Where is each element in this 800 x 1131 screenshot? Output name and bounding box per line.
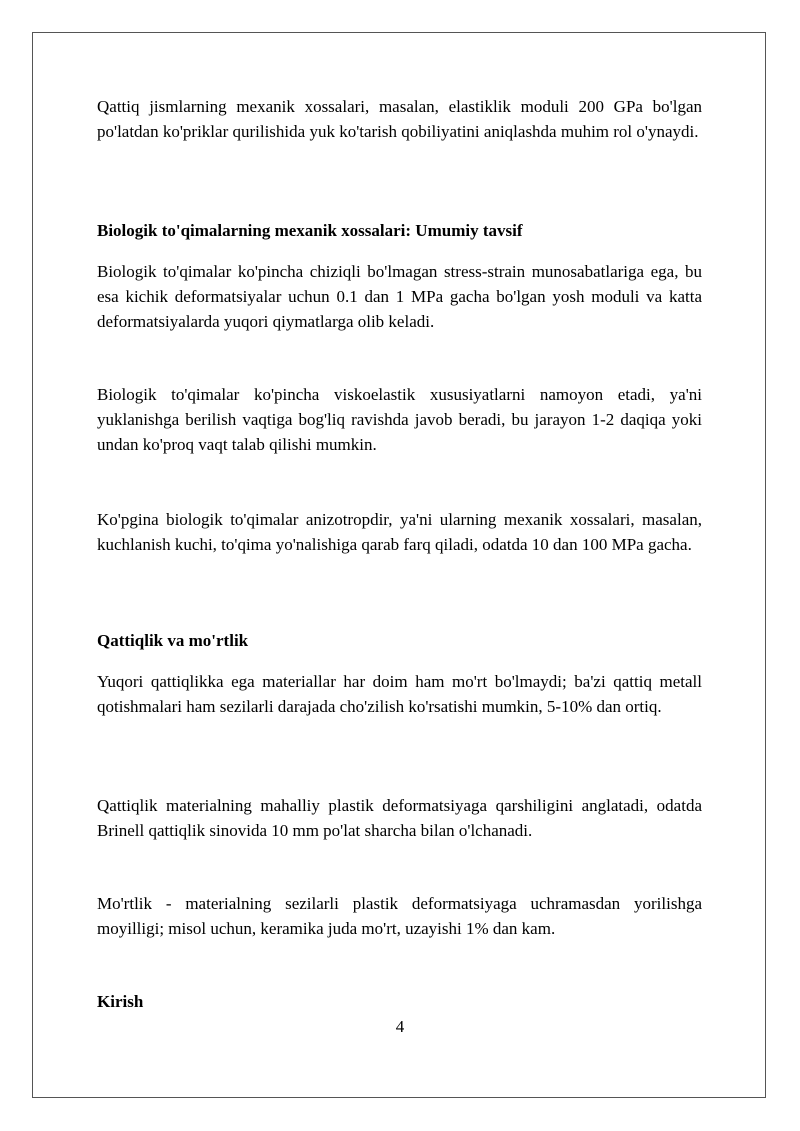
heading-biological-tissues: Biologik to'qimalarning mexanik xossalari: Umumiy tavsif	[97, 221, 523, 240]
page-number: 4	[395, 1017, 405, 1036]
paragraph-viscoelastic: Biologik to'qimalar ko'pincha viskoelastik xususiyatlarni namoyon etadi, ya'ni yuklanishga berilish vaqtiga bog'liq ravishda javob beradi, bu jarayon 1-2 daqiqa yoki undan ko'proq vaqt talab qilishi mumkin.	[97, 385, 702, 454]
paragraph-hardness-definition: Qattiqlik materialning mahalliy plastik deformatsiyaga qarshiligini anglatadi, odatda Brinell qattiqlik sinovida 10 mm po'lat sharcha bilan o'lchanadi.	[97, 796, 702, 840]
heading-introduction: Kirish	[97, 992, 144, 1011]
paragraph-solid-mechanics: Qattiq jismlarning mexanik xossalari, masalan, elastiklik moduli 200 GPa bo'lgan po'latdan ko'priklar qurilishida yuk ko'tarish qobiliyatini aniqlashda muhim rol o'ynaydi.	[97, 97, 702, 141]
paragraph-anisotropic: Ko'pgina biologik to'qimalar anizotropdir, ya'ni ularning mexanik xossalari, masalan, kuchlanish kuchi, to'qima yo'nalishiga qarab farq qiladi, odatda 10 dan 100 MPa gacha.	[97, 510, 702, 554]
paragraph-nonlinear-stress-strain: Biologik to'qimalar ko'pincha chiziqli bo'lmagan stress-strain munosabatlariga ega, bu esa kichik deformatsiyalar uchun 0.1 dan 1 MPa gacha bo'lgan yosh moduli va katta deformatsiyalarda yuqori qiymatlarga olib keladi.	[97, 262, 702, 331]
paragraph-brittleness-definition: Mo'rtlik - materialning sezilarli plastik deformatsiyaga uchramasdan yorilishga moyilligi; misol uchun, keramika juda mo'rt, uzayishi 1% dan kam.	[97, 894, 702, 938]
paragraph-hardness-not-brittle: Yuqori qattiqlikka ega materiallar har doim ham mo'rt bo'lmaydi; ba'zi qattiq metall qotishmalari ham sezilarli darajada cho'zilish ko'rsatishi mumkin, 5-10% dan ortiq.	[97, 672, 702, 716]
heading-hardness-brittleness: Qattiqlik va mo'rtlik	[97, 631, 249, 650]
